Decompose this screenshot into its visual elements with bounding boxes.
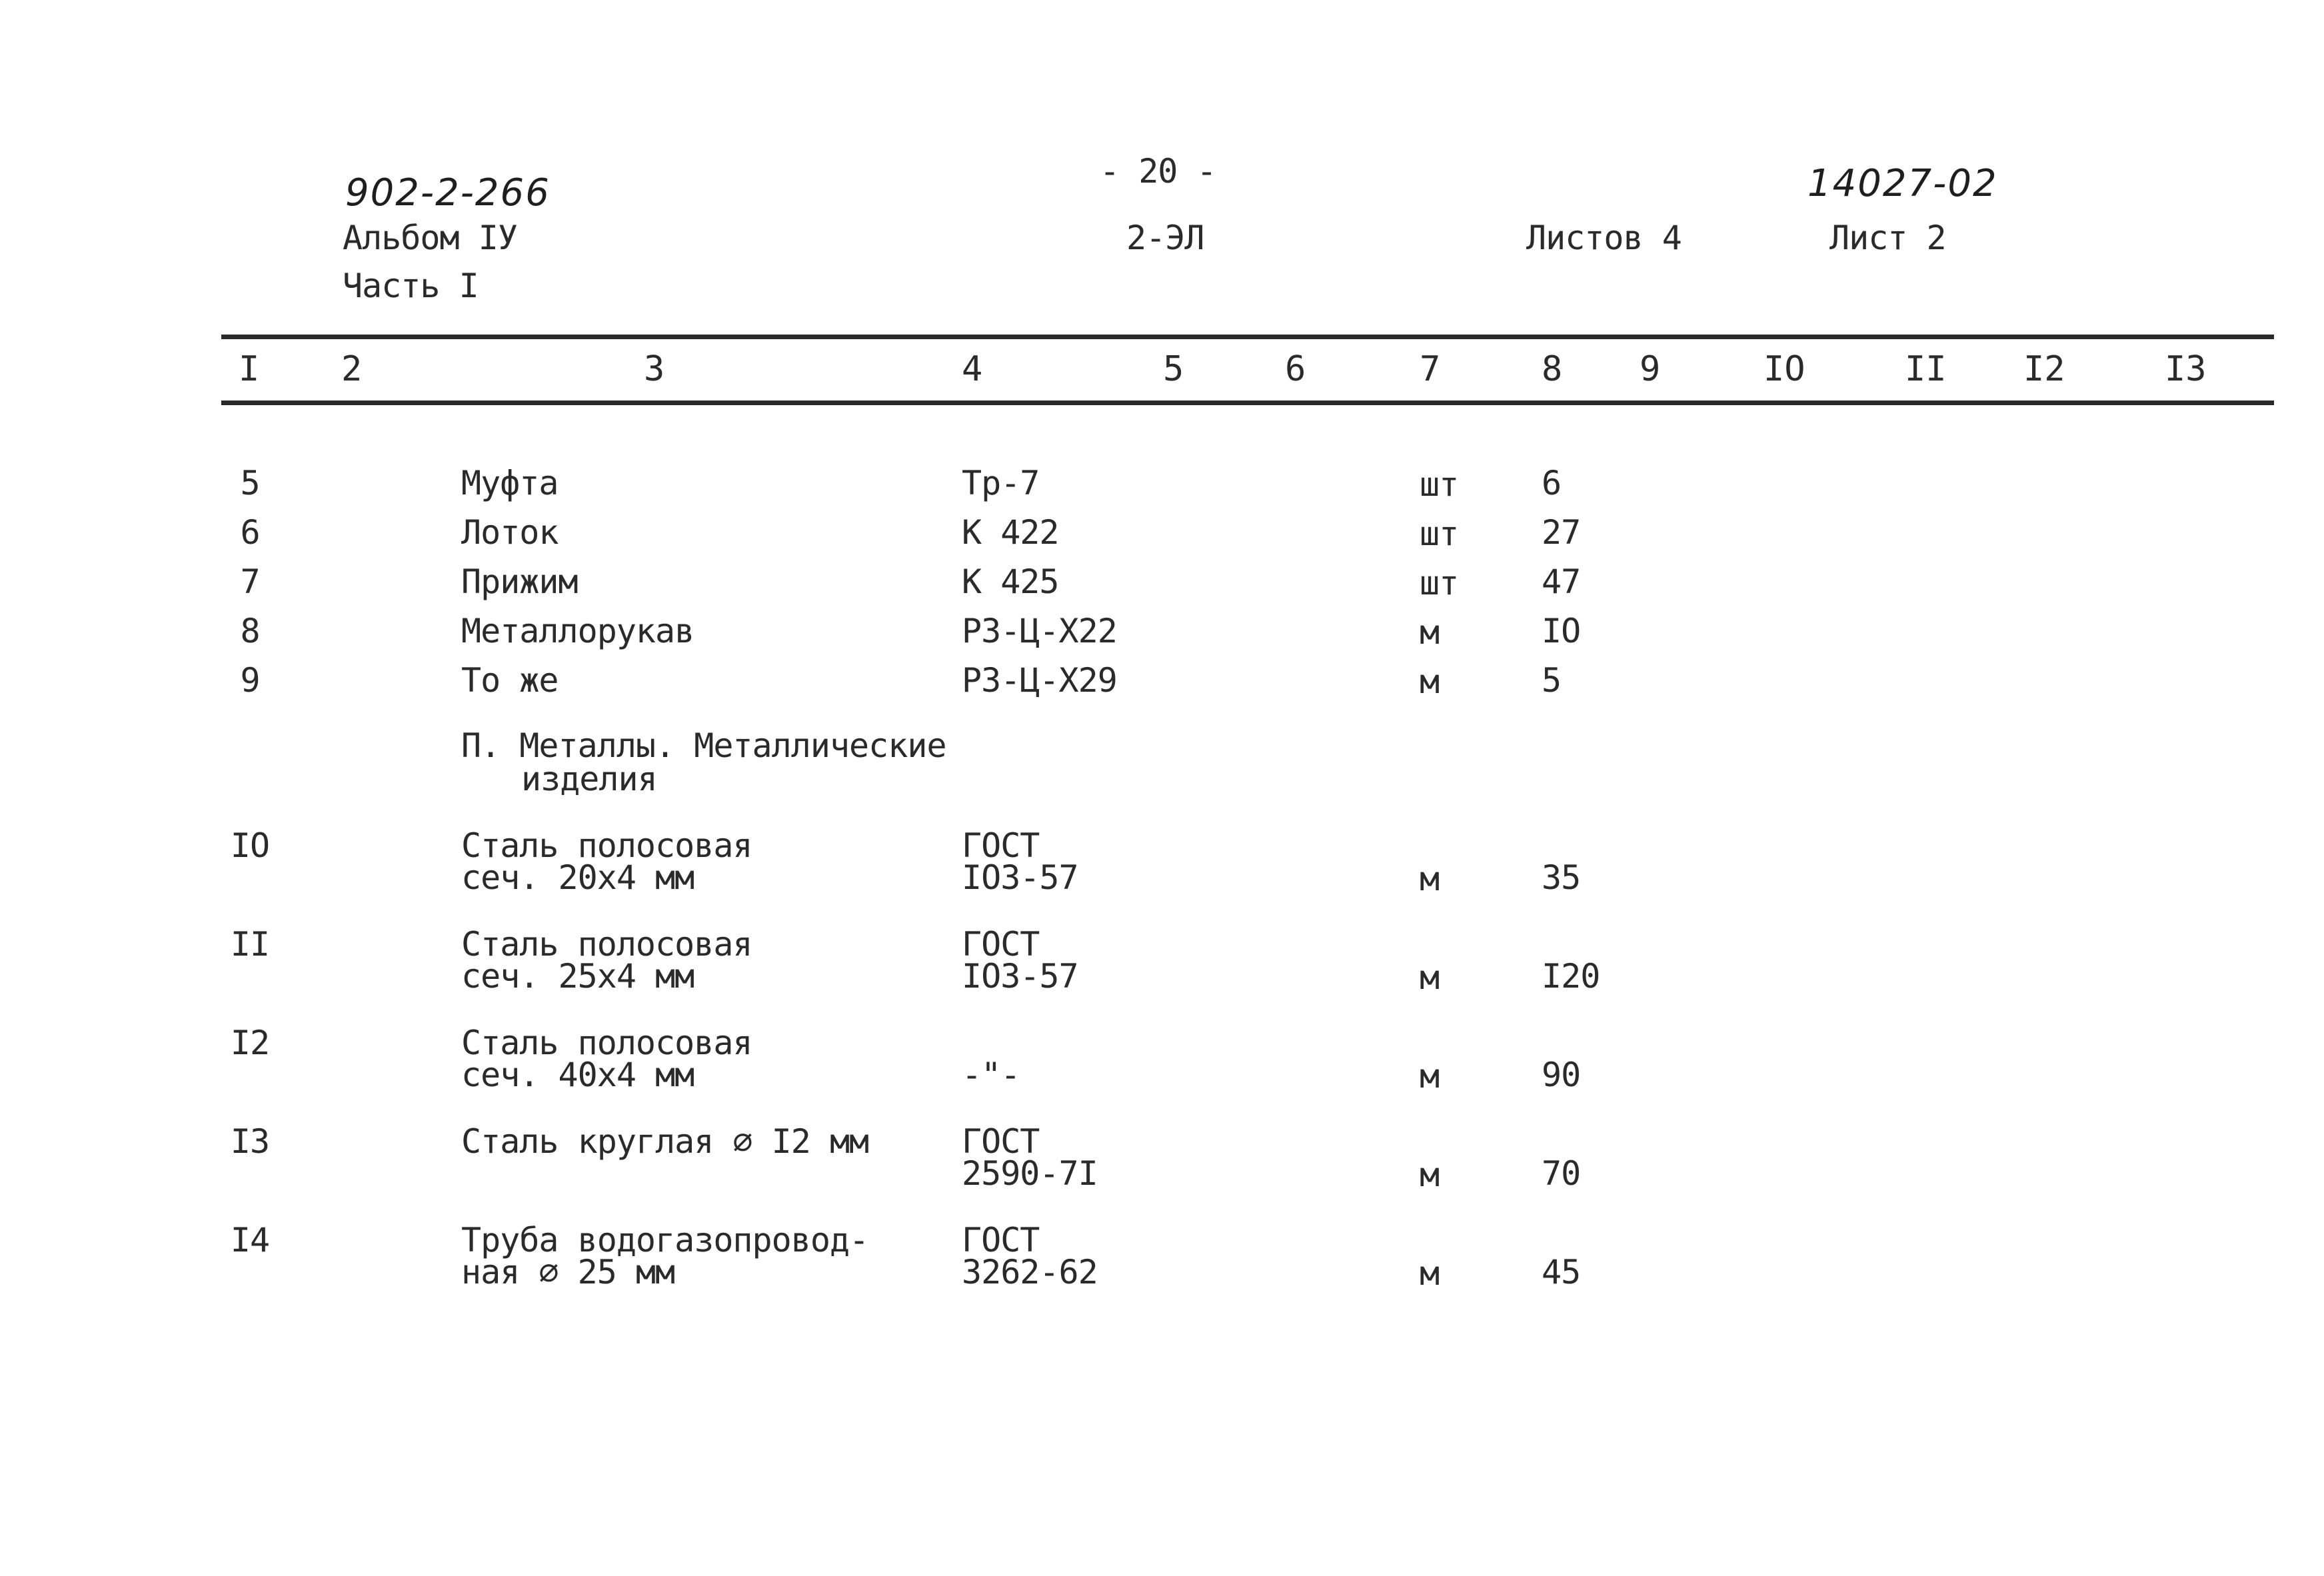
item-code: К 422 [962, 513, 1059, 552]
item-name: Сталь полосовая [461, 925, 752, 964]
item-code: IO3-57 [962, 957, 1078, 996]
row-number: 7 [240, 562, 260, 601]
item-quantity: 35 [1542, 858, 1581, 897]
column-number: I [239, 349, 260, 389]
item-quantity: 70 [1542, 1154, 1581, 1193]
header-rule-top [221, 335, 2274, 339]
item-name: То же [461, 661, 559, 700]
item-name: Лоток [461, 513, 559, 552]
item-code: 2590-7I [962, 1154, 1098, 1193]
inventory-number-handwritten: 14027-02 [1807, 162, 1998, 205]
item-unit: м [1420, 1156, 1440, 1194]
row-number: IO [230, 826, 270, 865]
section-heading-line: изделия [521, 760, 657, 798]
item-unit: шт [1420, 514, 1459, 553]
item-name: Труба водогазопровод- [461, 1221, 869, 1259]
item-name: Сталь полосовая [461, 1024, 752, 1062]
item-unit: м [1420, 613, 1440, 652]
item-unit: м [1420, 1254, 1440, 1293]
item-code: 3262-62 [962, 1253, 1098, 1291]
item-name: сеч. 40х4 мм [461, 1056, 694, 1094]
item-unit: м [1420, 662, 1440, 701]
column-number: 7 [1420, 349, 1441, 389]
album-label: Альбом IУ [343, 219, 517, 257]
item-code: ГОСТ [962, 925, 1040, 964]
item-name: сеч. 25х4 мм [461, 957, 694, 996]
item-code: IO3-57 [962, 858, 1078, 897]
item-code: РЗ-Ц-Х29 [962, 661, 1117, 700]
row-number: II [230, 925, 270, 964]
item-code: ГОСТ [962, 1221, 1040, 1259]
page-number: - 20 - [1100, 152, 1216, 191]
column-number: 3 [644, 349, 665, 389]
item-name: Сталь круглая ∅ I2 мм [461, 1122, 869, 1161]
item-quantity: 27 [1542, 513, 1581, 552]
item-code: Тр-7 [962, 464, 1040, 502]
item-unit: м [1420, 860, 1440, 898]
item-name: сеч. 20х4 мм [461, 858, 694, 897]
row-number: 6 [240, 513, 260, 552]
item-quantity: 6 [1542, 464, 1562, 502]
column-number: II [1905, 349, 1947, 389]
item-code: ГОСТ [962, 1122, 1040, 1161]
column-number: 4 [962, 349, 983, 389]
item-quantity: 47 [1542, 562, 1581, 601]
item-code: РЗ-Ц-Х22 [962, 612, 1117, 650]
item-name: ная ∅ 25 мм [461, 1253, 675, 1291]
item-unit: шт [1420, 465, 1459, 504]
item-unit: м [1420, 958, 1440, 997]
item-quantity: 5 [1542, 661, 1562, 700]
item-code: -"- [962, 1056, 1020, 1094]
column-number: 2 [341, 349, 363, 389]
row-number: I2 [230, 1024, 270, 1062]
item-name: Сталь полосовая [461, 826, 752, 865]
header-rule-bottom [221, 400, 2274, 405]
row-number: 5 [240, 464, 260, 502]
sheets-total: Листов 4 [1526, 219, 1682, 257]
item-quantity: IO [1542, 612, 1581, 650]
column-number: 6 [1285, 349, 1306, 389]
sheet-code: 2-ЭЛ [1126, 219, 1204, 257]
section-heading-line: П. Металлы. Металлические [461, 726, 946, 765]
column-number: IO [1763, 349, 1805, 389]
column-number: 8 [1542, 349, 1563, 389]
item-name: Прижим [461, 562, 578, 601]
item-quantity: 45 [1542, 1253, 1581, 1291]
row-number: I4 [230, 1221, 270, 1259]
row-number: 8 [240, 612, 260, 650]
column-number: 5 [1163, 349, 1184, 389]
item-code: ГОСТ [962, 826, 1040, 865]
item-code: К 425 [962, 562, 1059, 601]
column-number: I2 [2023, 349, 2065, 389]
designation-handwritten: 902-2-266 [345, 171, 551, 215]
row-number: I3 [230, 1122, 270, 1161]
column-number: 9 [1640, 349, 1661, 389]
part-label: Часть I [343, 267, 479, 305]
item-unit: м [1420, 1057, 1440, 1096]
item-name: Муфта [461, 464, 559, 502]
item-name: Металлорукав [461, 612, 694, 650]
item-unit: шт [1420, 564, 1459, 602]
column-number: I3 [2165, 349, 2207, 389]
row-number: 9 [240, 661, 260, 700]
sheet-current: Лист 2 [1829, 219, 1946, 257]
item-quantity: I20 [1542, 957, 1600, 996]
item-quantity: 90 [1542, 1056, 1581, 1094]
